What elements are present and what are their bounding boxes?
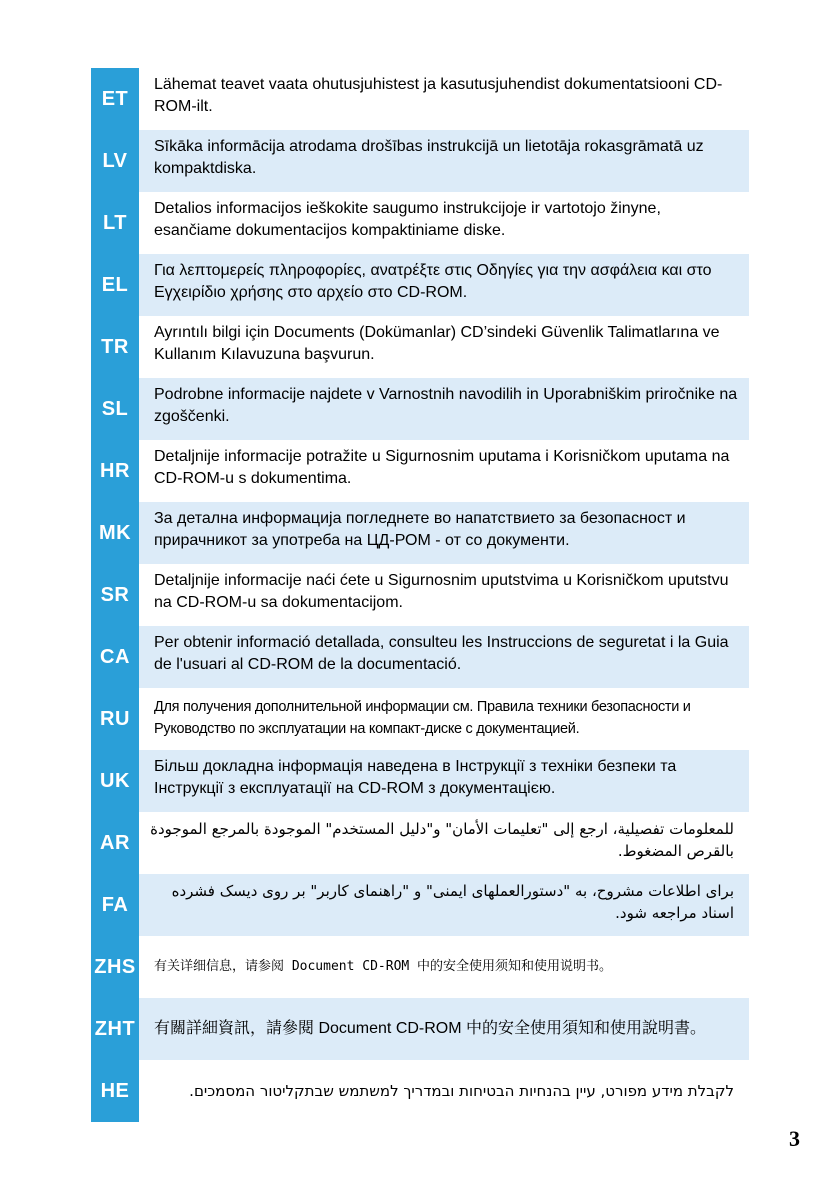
language-code: ET — [91, 68, 139, 130]
language-code: AR — [91, 812, 139, 874]
language-code: LV — [91, 130, 139, 192]
language-table — [91, 68, 749, 1122]
language-text: Більш докладна інформація наведена в Інструкції з техніки безпеки та Інструкції з експлуатації на CD-ROM з документацією. — [139, 750, 749, 812]
language-row-mk — [91, 502, 749, 564]
language-text: Per obtenir informació detallada, consulteu les Instruccions de seguretat i la Guia de l'usuari al CD-ROM de la documentació. — [139, 626, 749, 688]
language-row-zhs — [91, 936, 749, 998]
language-text: לקבלת מידע מפורט, עיין בהנחיות הבטיחות ובמדריך למשתמש שבתקליטור המסמכים. — [139, 1060, 749, 1122]
language-row-lv — [91, 130, 749, 192]
language-row-ru — [91, 688, 749, 750]
language-text: Lähemat teavet vaata ohutusjuhistest ja kasutusjuhendist dokumentatsiooni CD-ROM-ilt. — [139, 68, 749, 130]
language-code: HR — [91, 440, 139, 502]
language-row-uk — [91, 750, 749, 812]
language-code: SR — [91, 564, 139, 626]
language-code: RU — [91, 688, 139, 750]
language-row-ca — [91, 626, 749, 688]
language-text: Ayrıntılı bilgi için Documents (Dokümanlar) CD’sindeki Güvenlik Talimatlarına ve Kullanım Kılavuzuna başvurun. — [139, 316, 749, 378]
language-text: Detalios informacijos ieškokite saugumo instrukcijoje ir vartotojo žinyne, esančiame dokumentacijos kompaktiniame diske. — [139, 192, 749, 254]
language-row-fa — [91, 874, 749, 936]
language-row-tr — [91, 316, 749, 378]
language-code: MK — [91, 502, 139, 564]
language-row-sr — [91, 564, 749, 626]
language-code: ZHS — [91, 936, 139, 998]
language-text: Для получения дополнительной информации см. Правила техники безопасности и Руководство по эксплуатации на компакт-диске с документацией. — [139, 688, 749, 750]
language-code: LT — [91, 192, 139, 254]
language-text: برای اطلاعات مشروح، به "دستورالعملهای ایمنی" و "راهنمای کاربر" بر روی دیسک فشرده اسناد مراجعه شود. — [139, 874, 749, 936]
language-code: ZHT — [91, 998, 139, 1060]
language-text: للمعلومات تفصيلية، ارجع إلى "تعليمات الأمان" و"دليل المستخدم" الموجودة بالمرجع الموجودة بالقرص المضغوط. — [139, 812, 749, 874]
language-code: UK — [91, 750, 139, 812]
language-text: Sīkāka informācija atrodama drošības instrukcijā un lietotāja rokasgrāmatā uz kompaktdiska. — [139, 130, 749, 192]
language-row-ar — [91, 812, 749, 874]
language-text: Detaljnije informacije potražite u Sigurnosnim uputama i Korisničkom uputama na CD-ROM-u s dokumentima. — [139, 440, 749, 502]
language-row-hr — [91, 440, 749, 502]
language-text: Για λεπτομερείς πληροφορίες, ανατρέξτε στις Οδηγίες για την ασφάλεια και στο Εγχειρίδιο χρήσης στο αρχείο στο CD-ROM. — [139, 254, 749, 316]
language-code: HE — [91, 1060, 139, 1122]
language-row-he — [91, 1060, 749, 1122]
page-number: 3 — [789, 1126, 800, 1151]
language-text: 有关详细信息，请参阅 Document CD-ROM 中的安全使用须知和使用说明书。 — [139, 936, 749, 998]
language-row-el — [91, 254, 749, 316]
language-row-sl — [91, 378, 749, 440]
language-code: FA — [91, 874, 139, 936]
language-row-et — [91, 68, 749, 130]
language-text: Detaljnije informacije naći ćete u Sigurnosnim uputstvima u Korisničkom uputstvu na CD-ROM-u sa dokumentacijom. — [139, 564, 749, 626]
language-row-lt — [91, 192, 749, 254]
language-code: SL — [91, 378, 139, 440]
language-row-zht — [91, 998, 749, 1060]
language-text: За детална информација погледнете во напатствието за безопасност и прирачникот за употреба на ЦД-РОМ - от со документи. — [139, 502, 749, 564]
language-text: 有關詳細資訊，請參閱 Document CD-ROM 中的安全使用須知和使用說明書。 — [139, 998, 749, 1060]
language-text: Podrobne informacije najdete v Varnostnih navodilih in Uporabniškim priročnike na zgoščenki. — [139, 378, 749, 440]
language-code: EL — [91, 254, 139, 316]
language-code: CA — [91, 626, 139, 688]
language-code: TR — [91, 316, 139, 378]
